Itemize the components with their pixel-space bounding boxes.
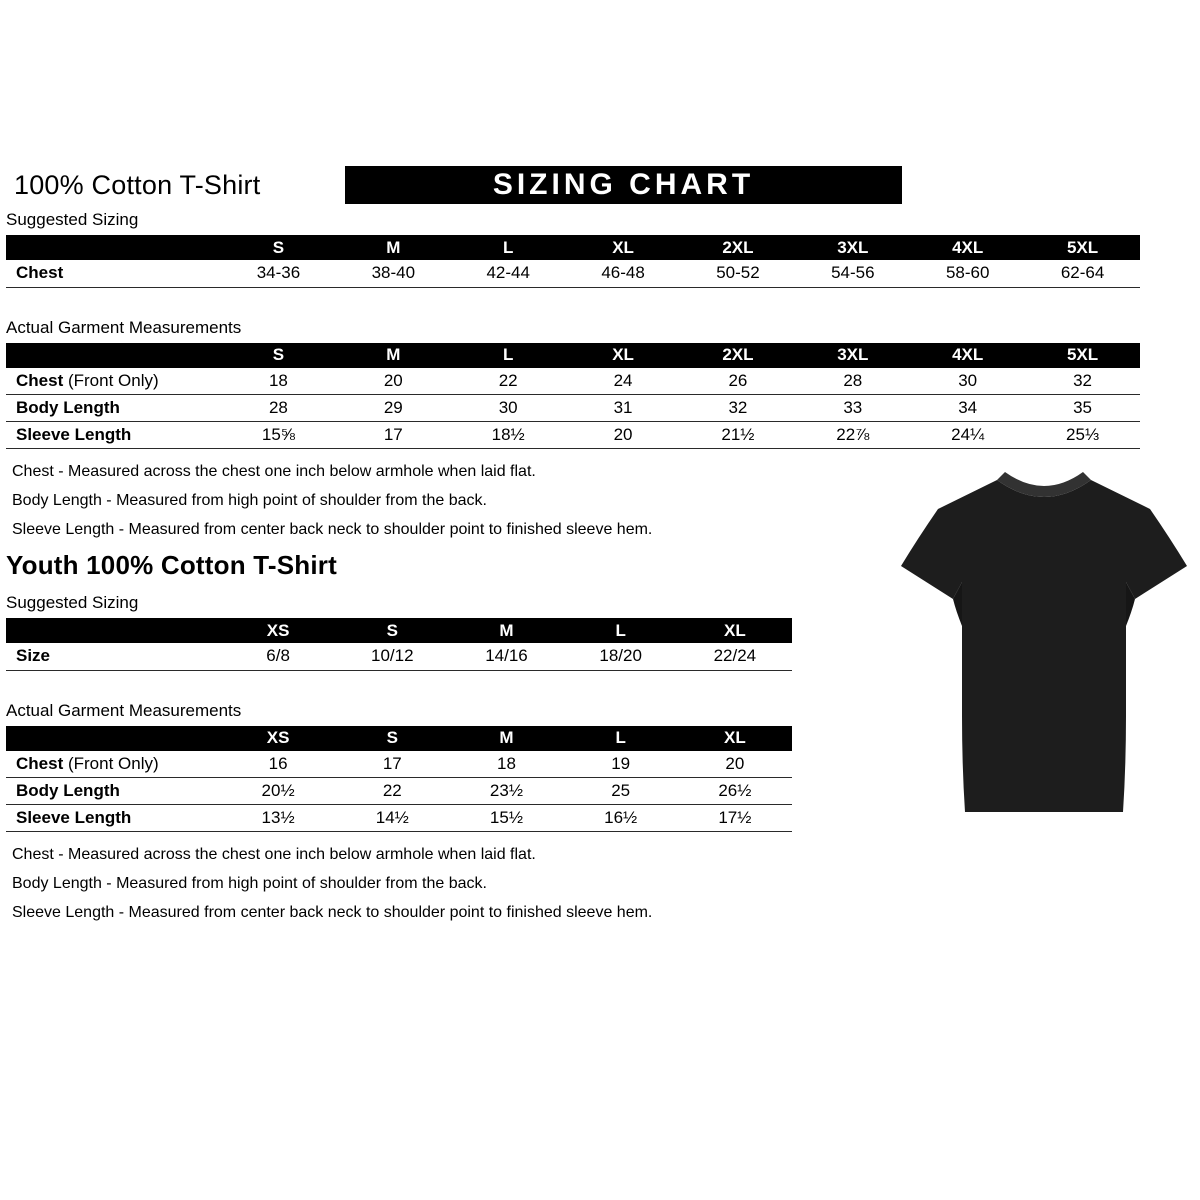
table-row <box>6 395 1140 422</box>
adult-suggested-sizing-label: Suggested Sizing <box>6 210 139 229</box>
header-cell-size: 4XL <box>910 235 1025 260</box>
cell-value: 35 <box>1073 398 1093 417</box>
adult-actual-measurements-label: Actual Garment Measurements <box>6 317 242 337</box>
page-header <box>0 166 1200 206</box>
youth-suggested-sizing-table <box>6 618 792 671</box>
cell-value: 21½ <box>721 425 755 444</box>
adult-note-chest: Chest - Measured across the chest one inch below armhole when laid flat. <box>12 463 536 480</box>
cell-value: 20 <box>725 753 745 773</box>
row-label: Body Length <box>16 398 120 417</box>
youth-section-title: Youth 100% Cotton T-Shirt <box>6 550 337 580</box>
cell-value: 30 <box>498 398 518 417</box>
header-cell-size: 3XL <box>795 235 910 260</box>
table-header-row <box>6 726 792 751</box>
table-header-row <box>6 235 1140 260</box>
cell-value: 15⅝ <box>261 425 295 444</box>
cell-value: 22/24 <box>713 646 757 666</box>
header-cell-size: S <box>335 618 449 643</box>
cell-value: 18 <box>268 370 288 390</box>
header-cell-blank <box>6 235 221 260</box>
youth-note-chest: Chest - Measured across the chest one inch below armhole when laid flat. <box>12 846 536 863</box>
cell-value: 28 <box>843 370 863 390</box>
header-cell-size: 5XL <box>1025 343 1140 368</box>
table-header-row <box>6 618 792 643</box>
row-label: Body Length <box>16 781 120 800</box>
table-row <box>6 422 1140 449</box>
youth-actual-measurements-table <box>6 726 792 833</box>
cell-value: 6/8 <box>266 646 290 666</box>
cell-value: 31 <box>613 398 633 417</box>
cell-value: 15½ <box>489 808 524 827</box>
cell-value: 54-56 <box>831 263 875 283</box>
header-cell-size: XS <box>221 618 335 643</box>
cell-value: 22 <box>382 781 402 800</box>
cell-value: 14½ <box>375 808 409 827</box>
cell-value: 30 <box>958 370 978 390</box>
header-cell-size: L <box>451 343 566 368</box>
cell-value: 23½ <box>489 781 524 800</box>
page-title: 100% Cotton T-Shirt <box>14 170 261 200</box>
header-cell-size: L <box>564 726 678 751</box>
header-cell-size: XL <box>566 343 681 368</box>
cell-value: 20 <box>383 370 403 390</box>
table-row <box>6 368 1140 395</box>
header-cell-size: XL <box>566 235 681 260</box>
cell-value: 33 <box>843 398 863 417</box>
cell-value: 16½ <box>604 808 638 827</box>
cell-value: 34 <box>958 398 978 417</box>
header-cell-size: L <box>451 235 566 260</box>
cell-value: 25 <box>611 781 631 800</box>
cell-value: 50-52 <box>716 263 760 283</box>
header-cell-size: L <box>564 618 678 643</box>
cell-value: 29 <box>383 398 403 417</box>
cell-value: 46-48 <box>601 263 645 283</box>
tshirt-body-shape <box>901 480 1187 812</box>
cell-value: 32 <box>728 398 748 417</box>
table-row <box>6 260 1140 287</box>
header-cell-size: S <box>221 343 336 368</box>
table-row <box>6 805 792 832</box>
header-cell-size: XL <box>678 726 792 751</box>
tshirt-illustration <box>898 466 1190 816</box>
header-cell-size: M <box>449 726 563 751</box>
adult-actual-measurements-table <box>6 343 1140 450</box>
sizing-chart-banner: SIZING CHART <box>345 166 902 204</box>
youth-suggested-sizing-label: Suggested Sizing <box>6 593 139 612</box>
cell-value: 17 <box>383 425 403 444</box>
row-label: Sleeve Length <box>16 425 132 444</box>
cell-value: 25⅓ <box>1066 425 1100 444</box>
cell-value: 22 <box>498 370 518 390</box>
cell-value: 14/16 <box>485 646 528 666</box>
table-row <box>6 751 792 778</box>
cell-value: 18 <box>497 753 516 773</box>
cell-value: 26 <box>728 370 748 390</box>
cell-value: 18½ <box>491 425 525 444</box>
adult-note-sleeve-length: Sleeve Length - Measured from center back neck to shoulder point to finished sleeve hem. <box>12 521 653 538</box>
header-cell-size: 2XL <box>681 235 796 260</box>
tshirt-image <box>898 466 1190 816</box>
header-cell-blank <box>6 618 221 643</box>
header-cell-size: M <box>449 618 563 643</box>
header-cell-size: S <box>335 726 449 751</box>
cell-value: 22⅞ <box>836 425 870 444</box>
youth-note-body-length: Body Length - Measured from high point of shoulder from the back. <box>12 875 487 892</box>
cell-value: 26½ <box>718 781 752 800</box>
row-label: Chest (Front Only) <box>16 370 159 390</box>
adult-note-body-length: Body Length - Measured from high point of shoulder from the back. <box>12 492 487 509</box>
row-label: Sleeve Length <box>16 808 132 827</box>
youth-measurement-notes <box>12 846 1194 921</box>
cell-value: 24 <box>613 370 633 390</box>
youth-actual-measurements-label: Actual Garment Measurements <box>6 700 242 720</box>
table-row <box>6 643 792 670</box>
header-cell-size: M <box>336 235 451 260</box>
header-cell-blank <box>6 343 221 368</box>
cell-value: 28 <box>268 398 288 417</box>
adult-suggested-sizing-table <box>6 235 1140 288</box>
cell-value: 17 <box>382 753 402 773</box>
header-cell-blank <box>6 726 221 751</box>
table-row <box>6 778 792 805</box>
cell-value: 19 <box>611 753 631 773</box>
cell-value: 34-36 <box>256 263 301 283</box>
table-header-row <box>6 343 1140 368</box>
header-cell-size: S <box>221 235 336 260</box>
row-label: Chest (Front Only) <box>16 753 159 773</box>
cell-value: 20½ <box>261 781 295 800</box>
header-cell-size: 3XL <box>795 343 910 368</box>
header-cell-size: M <box>336 343 451 368</box>
cell-value: 32 <box>1073 370 1093 390</box>
header-cell-size: 5XL <box>1025 235 1140 260</box>
cell-value: 17½ <box>718 808 752 827</box>
cell-value: 24¼ <box>951 425 985 444</box>
cell-value: 62-64 <box>1060 263 1105 283</box>
cell-value: 42-44 <box>486 263 530 283</box>
cell-value: 58-60 <box>945 263 990 283</box>
cell-value: 13½ <box>261 808 295 827</box>
cell-value: 18/20 <box>599 646 642 666</box>
header-cell-size: XS <box>221 726 335 751</box>
header-cell-size: 4XL <box>910 343 1025 368</box>
youth-note-sleeve-length: Sleeve Length - Measured from center back neck to shoulder point to finished sleeve hem. <box>12 904 653 921</box>
header-cell-size: 2XL <box>681 343 796 368</box>
cell-value: 20 <box>613 425 633 444</box>
header-cell-size: XL <box>678 618 792 643</box>
cell-value: 10/12 <box>371 646 414 666</box>
cell-value: 16 <box>268 753 288 773</box>
row-label: Size <box>16 646 51 666</box>
cell-value: 38-40 <box>371 263 416 283</box>
row-label: Chest <box>16 263 64 283</box>
